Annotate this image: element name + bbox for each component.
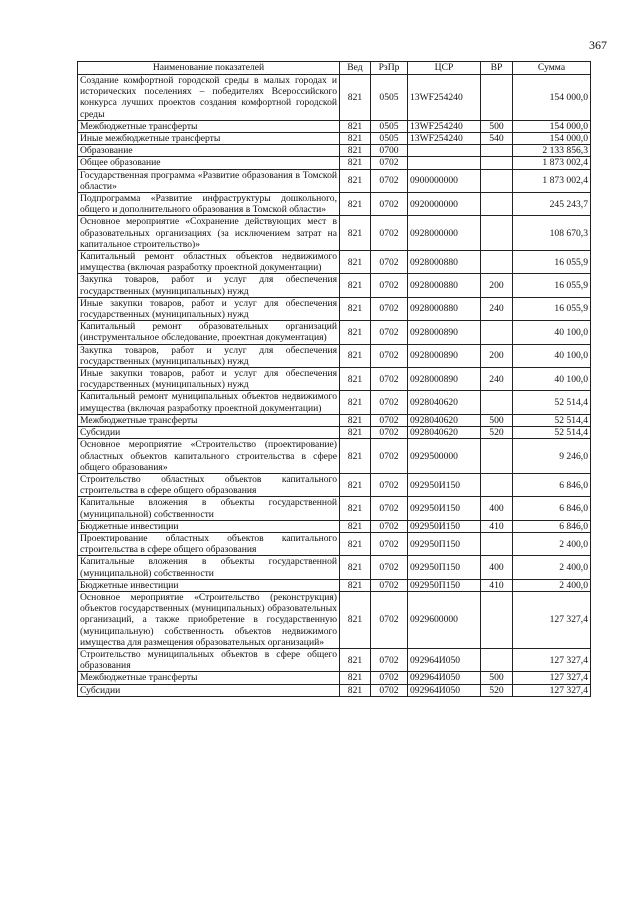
- row-sum-cell: 2 400,0: [513, 556, 591, 579]
- row-name-cell: Межбюджетные трансферты: [78, 120, 340, 132]
- row-ved-cell: 821: [340, 414, 371, 426]
- row-ved-cell: 821: [340, 368, 371, 391]
- row-vr-cell: 240: [481, 368, 513, 391]
- table-row: [78, 427, 591, 439]
- row-csr-cell: 0928000890: [408, 368, 481, 391]
- row-csr-cell: 092950П150: [408, 532, 481, 555]
- row-rzpr-cell: 0702: [371, 193, 408, 216]
- row-ved-cell: 821: [340, 556, 371, 579]
- table-row: [78, 520, 591, 532]
- table-row: [78, 169, 591, 192]
- table-header-row: [78, 62, 591, 75]
- row-name-cell: Капитальный ремонт образовательных организаций (инструментальное обследование, проектная документация): [78, 321, 340, 344]
- row-csr-cell: 13WF254240: [408, 75, 481, 121]
- row-ved-cell: 821: [340, 297, 371, 320]
- row-ved-cell: 821: [340, 532, 371, 555]
- header-ved: Вед: [340, 62, 371, 75]
- row-sum-cell: 154 000,0: [513, 75, 591, 121]
- table-row: [78, 648, 591, 671]
- row-rzpr-cell: 0702: [371, 520, 408, 532]
- row-name-cell: Образование: [78, 145, 340, 157]
- row-sum-cell: 154 000,0: [513, 120, 591, 132]
- row-vr-cell: [481, 473, 513, 496]
- row-csr-cell: 092950И150: [408, 520, 481, 532]
- header-sum: Сумма: [513, 62, 591, 75]
- row-csr-cell: 0928040620: [408, 414, 481, 426]
- row-rzpr-cell: 0702: [371, 169, 408, 192]
- row-vr-cell: [481, 193, 513, 216]
- row-ved-cell: 821: [340, 672, 371, 684]
- row-name-cell: Капитальный ремонт муниципальных объектов недвижимого имущества (включая разработку проектной документации): [78, 391, 340, 414]
- row-vr-cell: 400: [481, 497, 513, 520]
- row-vr-cell: [481, 169, 513, 192]
- row-vr-cell: [481, 532, 513, 555]
- row-rzpr-cell: 0702: [371, 497, 408, 520]
- table-row: [78, 344, 591, 367]
- row-rzpr-cell: 0702: [371, 368, 408, 391]
- row-sum-cell: 16 055,9: [513, 274, 591, 297]
- row-ved-cell: 821: [340, 321, 371, 344]
- row-rzpr-cell: 0505: [371, 133, 408, 145]
- row-name-cell: Основное мероприятие «Строительство (реконструкция) объектов государственных (муниципальных) образовательных организаций, а также приобретение в государственную (муниципальную) собственность объектов недвижимого имущества для размещения образовательных организаций»: [78, 591, 340, 648]
- row-csr-cell: 0928040620: [408, 391, 481, 414]
- row-csr-cell: 092950П150: [408, 579, 481, 591]
- table-row: [78, 368, 591, 391]
- row-vr-cell: [481, 251, 513, 274]
- row-rzpr-cell: 0702: [371, 473, 408, 496]
- row-rzpr-cell: 0702: [371, 591, 408, 648]
- table-row: [78, 439, 591, 474]
- row-sum-cell: 2 133 856,3: [513, 145, 591, 157]
- row-vr-cell: 520: [481, 684, 513, 696]
- row-sum-cell: 127 327,4: [513, 648, 591, 671]
- row-rzpr-cell: 0702: [371, 672, 408, 684]
- row-ved-cell: 821: [340, 75, 371, 121]
- row-ved-cell: 821: [340, 684, 371, 696]
- table-row: [78, 157, 591, 169]
- row-vr-cell: [481, 145, 513, 157]
- row-vr-cell: [481, 75, 513, 121]
- row-csr-cell: 0928040620: [408, 427, 481, 439]
- row-vr-cell: 540: [481, 133, 513, 145]
- row-ved-cell: 821: [340, 216, 371, 251]
- table-row: [78, 321, 591, 344]
- row-rzpr-cell: 0702: [371, 216, 408, 251]
- row-name-cell: Создание комфортной городской среды в малых городах и исторических поселениях – победителях Всероссийского конкурса лучших проектов создания комфортной городской среды: [78, 75, 340, 121]
- header-name: Наименование показателей: [78, 62, 340, 75]
- row-sum-cell: 154 000,0: [513, 133, 591, 145]
- row-rzpr-cell: 0702: [371, 391, 408, 414]
- table-row: [78, 579, 591, 591]
- row-ved-cell: 821: [340, 427, 371, 439]
- row-vr-cell: [481, 439, 513, 474]
- row-ved-cell: 821: [340, 439, 371, 474]
- row-rzpr-cell: 0505: [371, 120, 408, 132]
- row-rzpr-cell: 0702: [371, 344, 408, 367]
- row-name-cell: Иные межбюджетные трансферты: [78, 133, 340, 145]
- row-name-cell: Иные закупки товаров, работ и услуг для обеспечения государственных (муниципальных) нужд: [78, 368, 340, 391]
- row-vr-cell: 410: [481, 579, 513, 591]
- row-csr-cell: 0928000890: [408, 321, 481, 344]
- row-csr-cell: 092964И050: [408, 684, 481, 696]
- row-csr-cell: 092964И050: [408, 672, 481, 684]
- table-row: [78, 672, 591, 684]
- row-sum-cell: 16 055,9: [513, 251, 591, 274]
- row-ved-cell: 821: [340, 391, 371, 414]
- table-row: [78, 297, 591, 320]
- row-name-cell: Бюджетные инвестиции: [78, 579, 340, 591]
- row-rzpr-cell: 0702: [371, 556, 408, 579]
- table-row: [78, 684, 591, 696]
- row-csr-cell: 13WF254240: [408, 133, 481, 145]
- row-rzpr-cell: 0702: [371, 439, 408, 474]
- row-ved-cell: 821: [340, 145, 371, 157]
- row-ved-cell: 821: [340, 157, 371, 169]
- row-vr-cell: 200: [481, 274, 513, 297]
- row-name-cell: Закупка товаров, работ и услуг для обеспечения государственных (муниципальных) нужд: [78, 274, 340, 297]
- row-csr-cell: 0928000890: [408, 344, 481, 367]
- row-rzpr-cell: 0702: [371, 251, 408, 274]
- header-vr: ВР: [481, 62, 513, 75]
- row-csr-cell: [408, 145, 481, 157]
- row-ved-cell: 821: [340, 193, 371, 216]
- row-vr-cell: [481, 321, 513, 344]
- row-ved-cell: 821: [340, 648, 371, 671]
- row-csr-cell: 092964И050: [408, 648, 481, 671]
- row-csr-cell: 0900000000: [408, 169, 481, 192]
- row-sum-cell: 6 846,0: [513, 473, 591, 496]
- table-row: [78, 556, 591, 579]
- row-sum-cell: 9 246,0: [513, 439, 591, 474]
- row-sum-cell: 16 055,9: [513, 297, 591, 320]
- row-csr-cell: [408, 157, 481, 169]
- row-csr-cell: 0928000880: [408, 251, 481, 274]
- row-vr-cell: 500: [481, 672, 513, 684]
- row-vr-cell: 500: [481, 414, 513, 426]
- row-vr-cell: 520: [481, 427, 513, 439]
- row-sum-cell: 127 327,4: [513, 591, 591, 648]
- row-name-cell: Межбюджетные трансферты: [78, 414, 340, 426]
- row-sum-cell: 52 514,4: [513, 391, 591, 414]
- row-ved-cell: 821: [340, 120, 371, 132]
- row-rzpr-cell: 0702: [371, 684, 408, 696]
- row-csr-cell: 092950И150: [408, 473, 481, 496]
- table-body: [78, 75, 591, 697]
- table-row: [78, 216, 591, 251]
- row-sum-cell: 1 873 002,4: [513, 157, 591, 169]
- row-name-cell: Подпрограмма «Развитие инфраструктуры дошкольного, общего и дополнительного образования в Томской области»: [78, 193, 340, 216]
- row-name-cell: Иные закупки товаров, работ и услуг для обеспечения государственных (муниципальных) нужд: [78, 297, 340, 320]
- row-name-cell: Строительство муниципальных объектов в сфере общего образования: [78, 648, 340, 671]
- row-sum-cell: 52 514,4: [513, 427, 591, 439]
- row-csr-cell: 092950И150: [408, 497, 481, 520]
- row-vr-cell: 410: [481, 520, 513, 532]
- row-rzpr-cell: 0702: [371, 427, 408, 439]
- row-csr-cell: 0928000880: [408, 274, 481, 297]
- row-csr-cell: 0928000880: [408, 297, 481, 320]
- header-csr: ЦСР: [408, 62, 481, 75]
- row-ved-cell: 821: [340, 251, 371, 274]
- row-ved-cell: 821: [340, 497, 371, 520]
- table-row: [78, 473, 591, 496]
- row-vr-cell: [481, 157, 513, 169]
- row-sum-cell: 40 100,0: [513, 321, 591, 344]
- table-row: [78, 532, 591, 555]
- header-rzpr: РзПр: [371, 62, 408, 75]
- table-row: [78, 274, 591, 297]
- row-rzpr-cell: 0702: [371, 648, 408, 671]
- row-name-cell: Капитальные вложения в объекты государственной (муниципальной) собственности: [78, 497, 340, 520]
- row-sum-cell: 127 327,4: [513, 684, 591, 696]
- row-rzpr-cell: 0702: [371, 297, 408, 320]
- row-ved-cell: 821: [340, 344, 371, 367]
- row-sum-cell: 6 846,0: [513, 520, 591, 532]
- table-row: [78, 133, 591, 145]
- row-vr-cell: [481, 216, 513, 251]
- page-number: 367: [589, 38, 607, 52]
- row-name-cell: Проектирование областных объектов капитального строительства в сфере общего образования: [78, 532, 340, 555]
- row-sum-cell: 1 873 002,4: [513, 169, 591, 192]
- table-row: [78, 193, 591, 216]
- row-sum-cell: 52 514,4: [513, 414, 591, 426]
- row-rzpr-cell: 0700: [371, 145, 408, 157]
- table-row: [78, 414, 591, 426]
- row-vr-cell: 500: [481, 120, 513, 132]
- row-name-cell: Бюджетные инвестиции: [78, 520, 340, 532]
- row-csr-cell: 0929600000: [408, 591, 481, 648]
- row-name-cell: Субсидии: [78, 684, 340, 696]
- row-rzpr-cell: 0702: [371, 274, 408, 297]
- row-name-cell: Капитальные вложения в объекты государственной (муниципальной) собственности: [78, 556, 340, 579]
- row-sum-cell: 2 400,0: [513, 579, 591, 591]
- table-row: [78, 497, 591, 520]
- row-name-cell: Строительство областных объектов капитального строительства в сфере общего образования: [78, 473, 340, 496]
- row-sum-cell: 127 327,4: [513, 672, 591, 684]
- row-rzpr-cell: 0702: [371, 532, 408, 555]
- row-csr-cell: 0929500000: [408, 439, 481, 474]
- table-row: [78, 391, 591, 414]
- row-sum-cell: 40 100,0: [513, 368, 591, 391]
- row-csr-cell: 0928000000: [408, 216, 481, 251]
- row-csr-cell: 13WF254240: [408, 120, 481, 132]
- row-sum-cell: 40 100,0: [513, 344, 591, 367]
- row-ved-cell: 821: [340, 169, 371, 192]
- row-rzpr-cell: 0702: [371, 321, 408, 344]
- row-sum-cell: 6 846,0: [513, 497, 591, 520]
- row-vr-cell: [481, 648, 513, 671]
- row-ved-cell: 821: [340, 520, 371, 532]
- table-row: [78, 145, 591, 157]
- row-name-cell: Основное мероприятие «Сохранение действующих мест в образовательных организациях (за исключением затрат на капитальное строительство)»: [78, 216, 340, 251]
- row-vr-cell: 240: [481, 297, 513, 320]
- budget-table: [77, 61, 591, 697]
- row-name-cell: Закупка товаров, работ и услуг для обеспечения государственных (муниципальных) нужд: [78, 344, 340, 367]
- table-row: [78, 120, 591, 132]
- row-name-cell: Субсидии: [78, 427, 340, 439]
- row-vr-cell: 400: [481, 556, 513, 579]
- table-row: [78, 75, 591, 121]
- table-row: [78, 251, 591, 274]
- row-ved-cell: 821: [340, 133, 371, 145]
- row-name-cell: Основное мероприятие «Строительство (проектирование) областных объектов капитального строительства в сфере общего образования»: [78, 439, 340, 474]
- row-rzpr-cell: 0702: [371, 579, 408, 591]
- row-rzpr-cell: 0702: [371, 414, 408, 426]
- row-sum-cell: 108 670,3: [513, 216, 591, 251]
- row-csr-cell: 0920000000: [408, 193, 481, 216]
- row-rzpr-cell: 0702: [371, 157, 408, 169]
- row-csr-cell: 092950П150: [408, 556, 481, 579]
- row-vr-cell: [481, 391, 513, 414]
- row-rzpr-cell: 0505: [371, 75, 408, 121]
- row-ved-cell: 821: [340, 274, 371, 297]
- row-ved-cell: 821: [340, 473, 371, 496]
- row-name-cell: Капитальный ремонт областных объектов недвижимого имущества (включая разработку проектной документации): [78, 251, 340, 274]
- row-sum-cell: 245 243,7: [513, 193, 591, 216]
- row-vr-cell: 200: [481, 344, 513, 367]
- row-sum-cell: 2 400,0: [513, 532, 591, 555]
- row-name-cell: Межбюджетные трансферты: [78, 672, 340, 684]
- row-ved-cell: 821: [340, 591, 371, 648]
- row-ved-cell: 821: [340, 579, 371, 591]
- row-name-cell: Государственная программа «Развитие образования в Томской области»: [78, 169, 340, 192]
- table-row: [78, 591, 591, 648]
- row-vr-cell: [481, 591, 513, 648]
- row-name-cell: Общее образование: [78, 157, 340, 169]
